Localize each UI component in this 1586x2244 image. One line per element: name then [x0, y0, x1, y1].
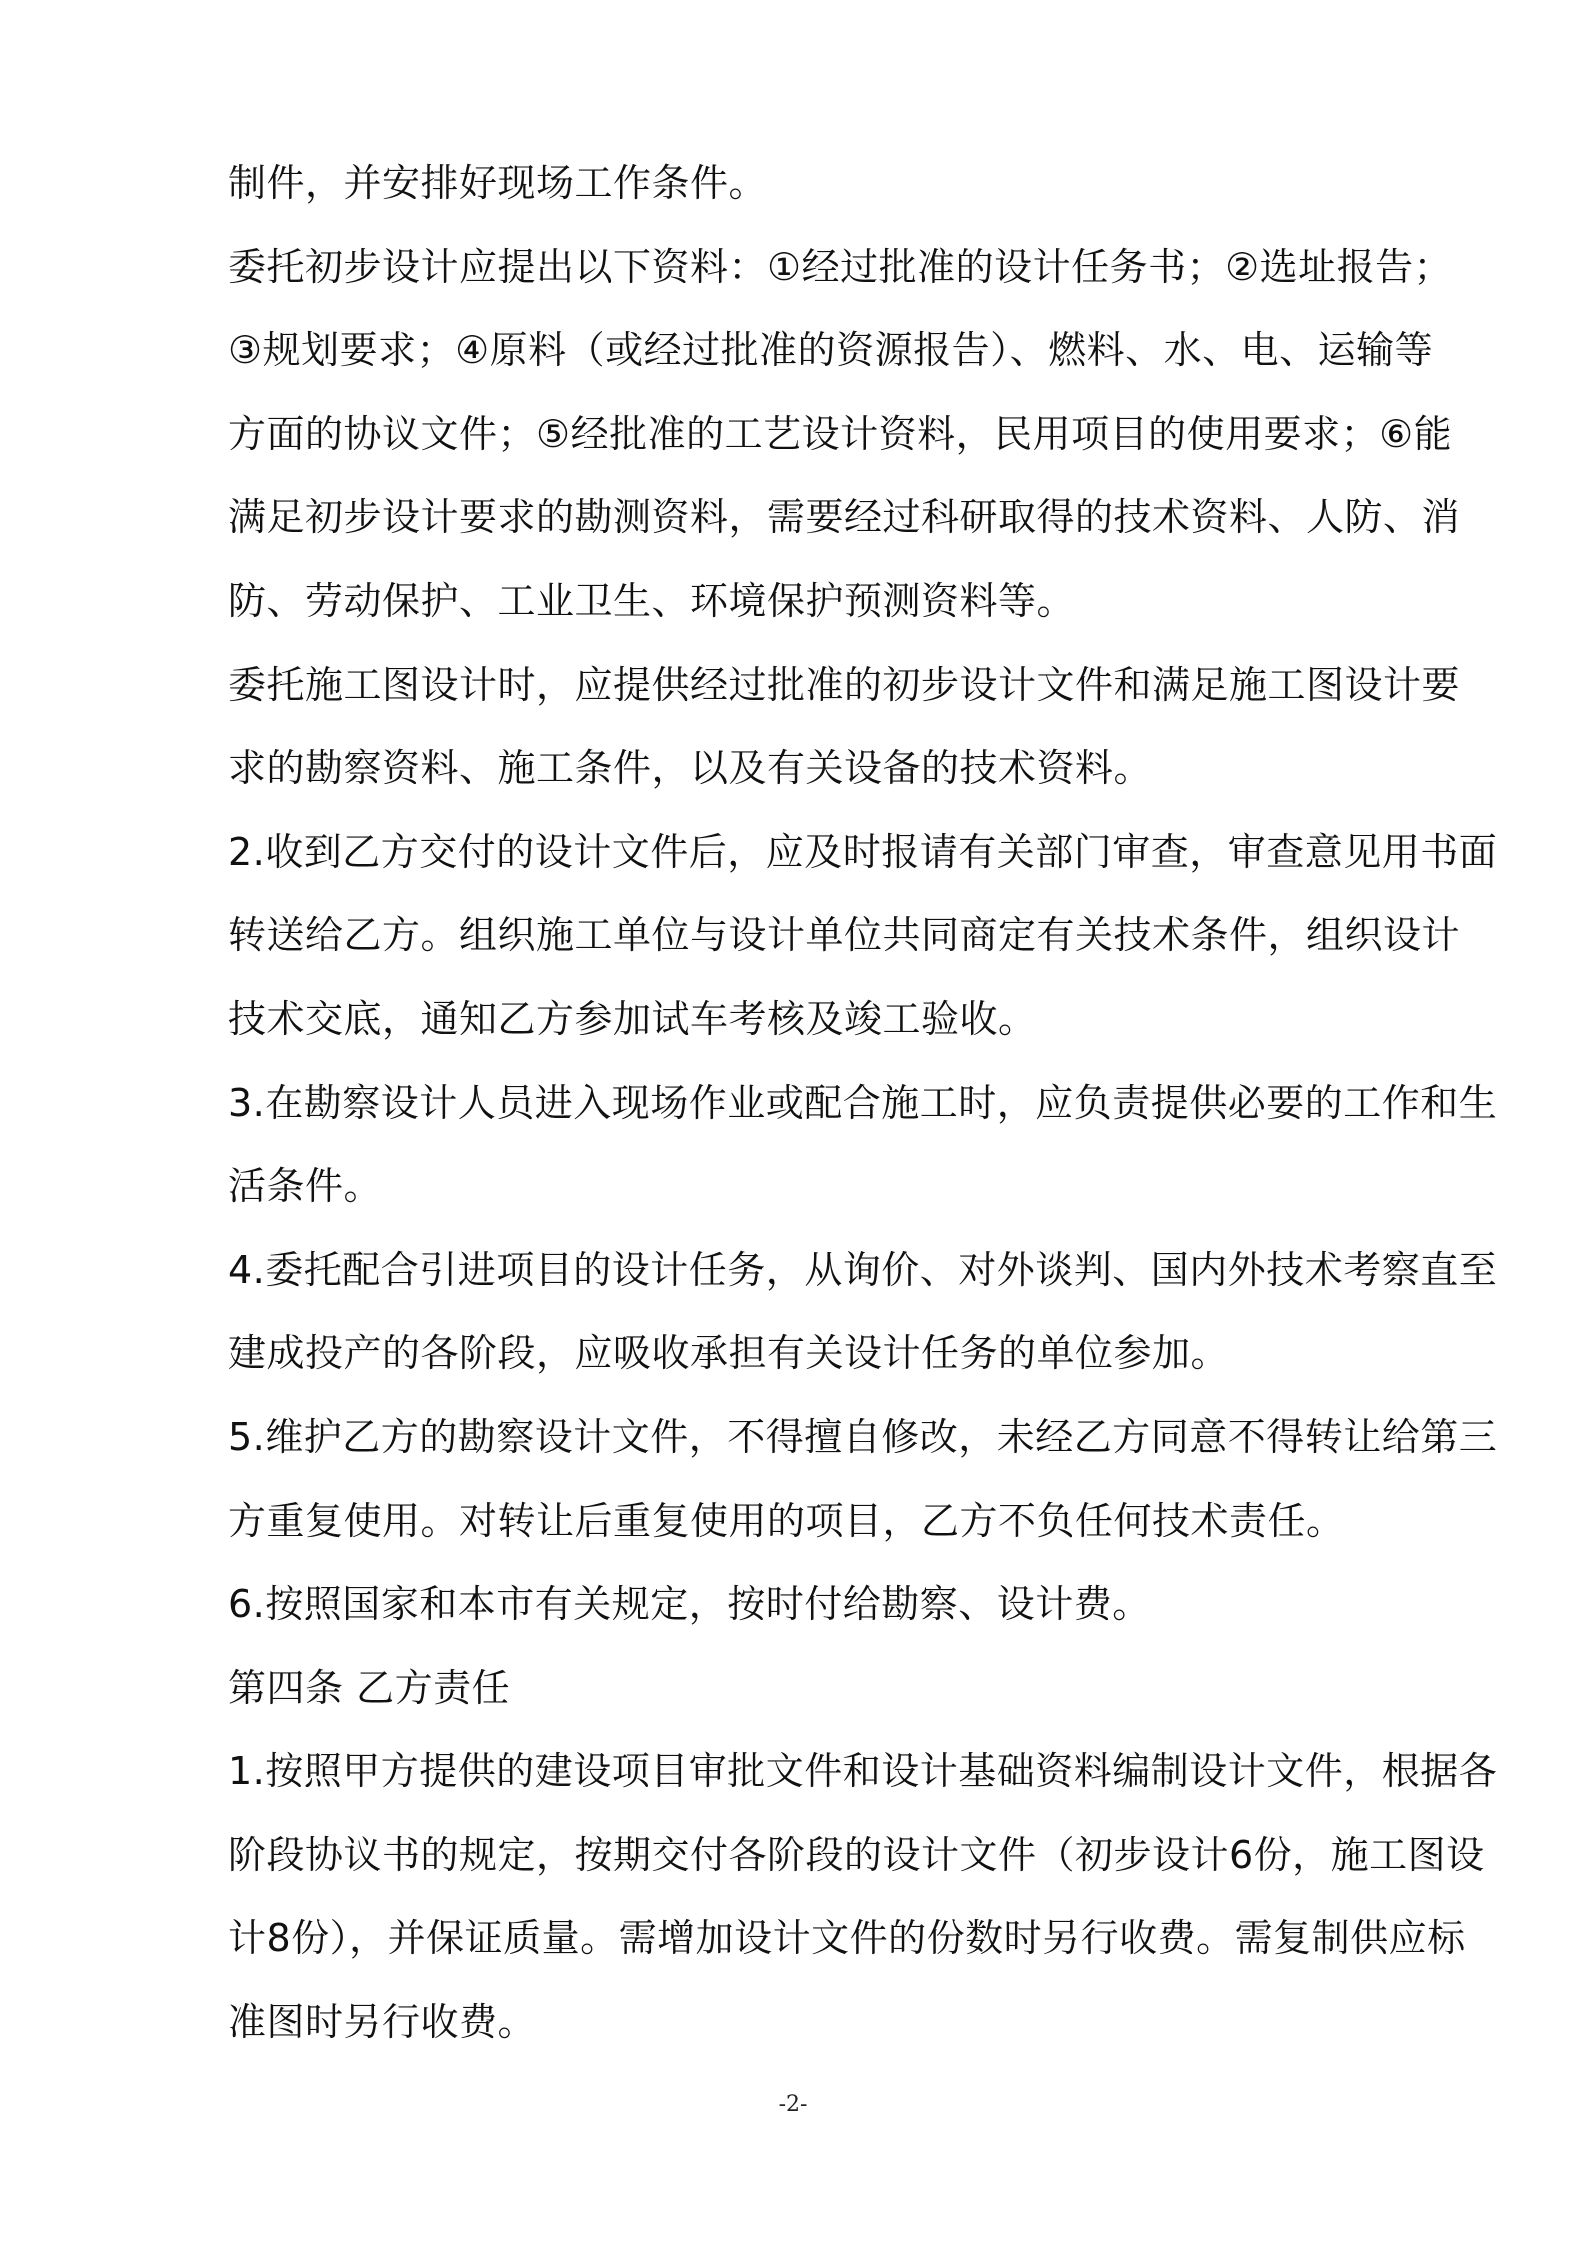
text-line: 方面的协议文件；⑤经批准的工艺设计资料，民用项目的使用要求；⑥能 [228, 411, 1453, 456]
text-line: 1.按照甲方提供的建设项目审批文件和设计基础资料编制设计文件，根据各 [228, 1749, 1498, 1794]
text-line: 计8份），并保证质量。需增加设计文件的份数时另行收费。需复制供应标 [228, 1916, 1466, 1961]
text-line: 求的勘察资料、施工条件，以及有关设备的技术资料。 [228, 746, 1153, 791]
text-line: 建成投产的各阶段，应吸收承担有关设计任务的单位参加。 [228, 1331, 1230, 1376]
text-line: 委托初步设计应提出以下资料：①经过批准的设计任务书；②选址报告； [228, 244, 1453, 289]
text-line: 满足初步设计要求的勘测资料，需要经过科研取得的技术资料、人防、消 [228, 495, 1461, 540]
text-line: 准图时另行收费。 [228, 2000, 537, 2045]
page-number: -2- [778, 2092, 808, 2117]
text-line: 阶段协议书的规定，按期交付各阶段的设计文件（初步设计6份，施工图设 [228, 1832, 1485, 1877]
text-line: 方重复使用。对转让后重复使用的项目，乙方不负任何技术责任。 [228, 1498, 1345, 1543]
text-line: 4.委托配合引进项目的设计任务，从询价、对外谈判、国内外技术考察直至 [228, 1247, 1498, 1292]
section-heading: 第四条 乙方责任 [228, 1665, 511, 1710]
text-line: ③规划要求；④原料（或经过批准的资源报告）、燃料、水、电、运输等 [228, 328, 1434, 373]
text-line: 6.按照国家和本市有关规定，按时付给勘察、设计费。 [228, 1582, 1151, 1627]
text-line: 3.在勘察设计人员进入现场作业或配合施工时，应负责提供必要的工作和生 [228, 1080, 1498, 1125]
text-line: 技术交底，通知乙方参加试车考核及竣工验收。 [228, 996, 1037, 1041]
text-line: 活条件。 [228, 1164, 383, 1209]
text-line: 转送给乙方。组织施工单位与设计单位共同商定有关技术条件，组织设计 [228, 913, 1461, 958]
text-line: 2.收到乙方交付的设计文件后，应及时报请有关部门审查，审查意见用书面 [228, 829, 1498, 874]
text-line: 5.维护乙方的勘察设计文件，不得擅自修改，未经乙方同意不得转让给第三 [228, 1414, 1498, 1459]
text-line: 防、劳动保护、工业卫生、环境保护预测资料等。 [228, 578, 1076, 623]
document-body [228, 142, 1498, 2065]
text-line: 委托施工图设计时，应提供经过批准的初步设计文件和满足施工图设计要 [228, 662, 1461, 707]
text-line: 制件，并安排好现场工作条件。 [228, 161, 768, 205]
